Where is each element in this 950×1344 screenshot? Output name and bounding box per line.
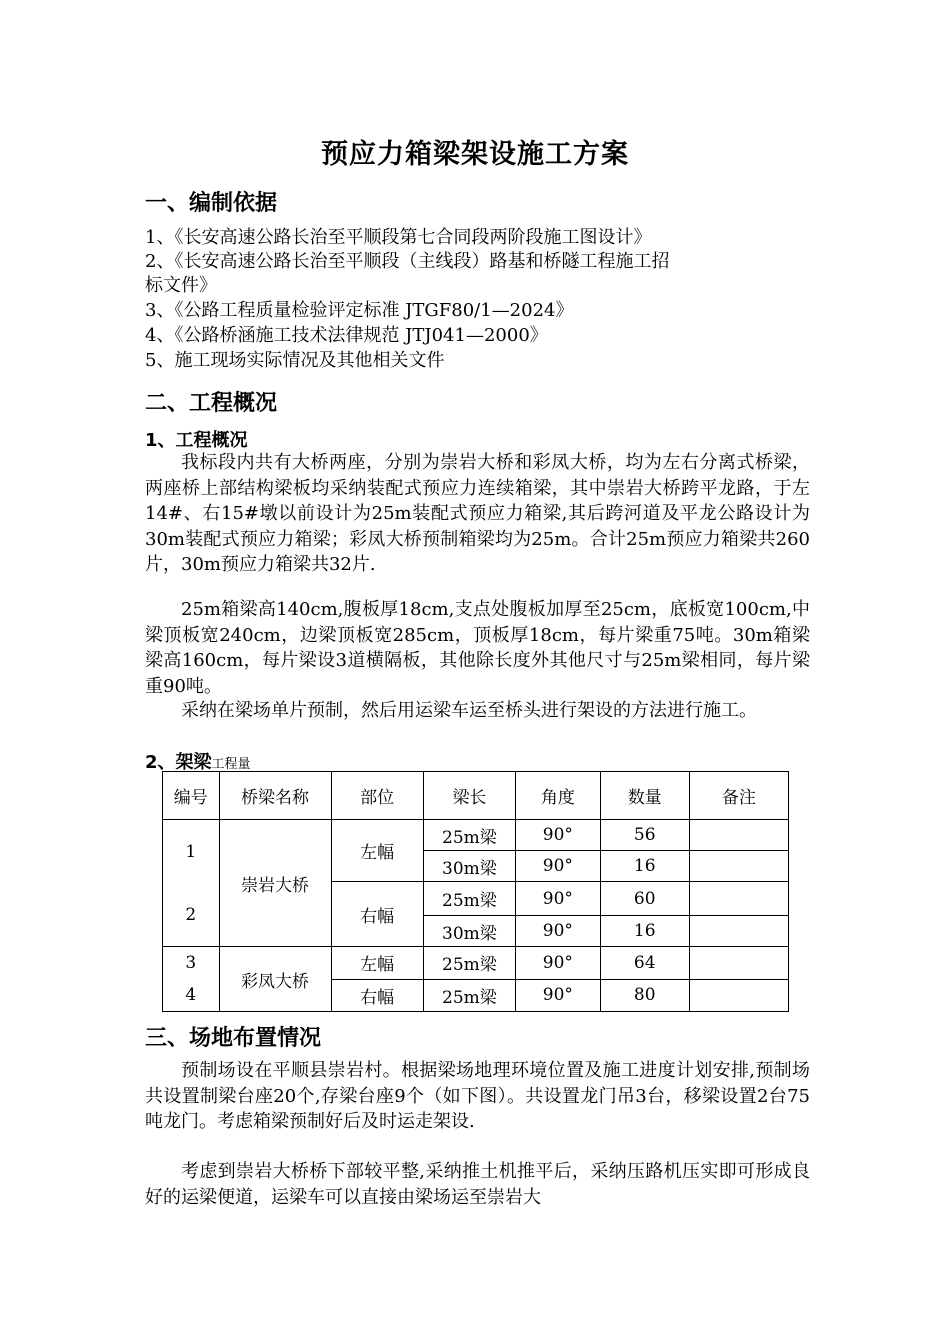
- basis-item: 4、《公路桥涵施工技术法律规范 JTJ041—2000》: [145, 325, 548, 346]
- document-title: 预应力箱梁架设施工方案: [321, 139, 629, 170]
- table-cell-bridge: 崇岩大桥: [219, 820, 331, 947]
- column-header: 部位: [331, 772, 423, 820]
- table-cell-side: 右幅: [331, 882, 423, 947]
- section1-heading: 一、编制依据: [145, 191, 278, 216]
- basis-item: 1、《长安高速公路长治至平顺段第七合同段两阶段施工图设计》: [145, 227, 652, 248]
- row-number: 4: [185, 985, 197, 1005]
- table-cell-qty: 56: [600, 820, 689, 851]
- table-cell-bridge: 彩凤大桥: [219, 947, 331, 1012]
- subsection-heading-suffix: 工程量: [211, 757, 251, 772]
- column-header: 角度: [516, 772, 600, 820]
- row-number: 1: [185, 841, 197, 862]
- basis-item: 2、《长安高速公路长治至平顺段（主线段）路基和桥隧工程施工招: [145, 251, 670, 272]
- table-row: [163, 947, 789, 980]
- site-paragraph: 预制场设在平顺县崇岩村。根据梁场地理环境位置及施工进度计划安排,预制场共设置制梁台座20个,存梁台座9个（如下图）。共设置龙门吊3台，移梁设置2台75吨龙门。考虑箱梁预制好后及时运走架设.: [145, 1060, 810, 1132]
- column-header: 备注: [689, 772, 788, 820]
- table-cell-angle: 90°: [516, 882, 600, 916]
- table-cell-angle: 90°: [516, 979, 600, 1012]
- subsection-heading-text: 2、架梁: [145, 752, 212, 773]
- table-cell-note: [689, 851, 788, 882]
- column-header: 梁长: [423, 772, 515, 820]
- table-cell-no: [163, 947, 220, 1012]
- table-cell-qty: 16: [600, 916, 689, 947]
- table-cell-no: [163, 820, 220, 947]
- table-cell-angle: 90°: [516, 851, 600, 882]
- table-cell-side: 左幅: [331, 947, 423, 980]
- basis-item: 5、施工现场实际情况及其他相关文件: [145, 350, 445, 371]
- quantity-table: [162, 771, 789, 1012]
- table-cell-qty: 60: [600, 882, 689, 916]
- table-row: [163, 820, 789, 851]
- table-cell-length: 25m梁: [423, 882, 515, 916]
- section2-heading: 二、工程概况: [145, 391, 278, 416]
- section3-heading: 三、场地布置情况: [145, 1026, 322, 1051]
- table-cell-qty: 80: [600, 979, 689, 1012]
- table-cell-note: [689, 820, 788, 851]
- table-cell-qty: 16: [600, 851, 689, 882]
- row-number: 2: [185, 904, 197, 925]
- table-cell-angle: 90°: [516, 820, 600, 851]
- overview-paragraph: 25m箱梁高140cm,腹板厚18cm,支点处腹板加厚至25cm，底板宽100cm,中梁顶板宽240cm，边梁顶板宽285cm，顶板厚18cm，每片梁重75吨。30m箱梁梁高160cm，每片梁设3道横隔板，其他除长度外其他尺寸与25m梁相同，每片梁重90吨。: [145, 599, 810, 697]
- column-header: 编号: [163, 772, 220, 820]
- table-cell-angle: 90°: [516, 916, 600, 947]
- row-number: 3: [185, 953, 197, 973]
- table-cell-side: 右幅: [331, 979, 423, 1012]
- table-cell-qty: 64: [600, 947, 689, 980]
- table-cell-length: 30m梁: [423, 851, 515, 882]
- table-cell-length: 25m梁: [423, 947, 515, 980]
- table-cell-note: [689, 979, 788, 1012]
- table-cell-note: [689, 882, 788, 916]
- site-paragraph: 考虑到崇岩大桥桥下部较平整,采纳推土机推平后，采纳压路机压实即可形成良好的运梁便道，运梁车可以直接由梁场运至崇岩大: [145, 1161, 810, 1208]
- table-cell-angle: 90°: [516, 947, 600, 980]
- table-cell-length: 30m梁: [423, 916, 515, 947]
- table-cell-side: 左幅: [331, 820, 423, 882]
- overview-paragraph: 采纳在梁场单片预制，然后用运梁车运至桥头进行架设的方法进行施工。: [181, 700, 757, 721]
- table-cell-note: [689, 947, 788, 980]
- table-header-row: [163, 772, 789, 820]
- table-cell-note: [689, 916, 788, 947]
- table-cell-length: 25m梁: [423, 979, 515, 1012]
- column-header: 桥梁名称: [219, 772, 331, 820]
- table-cell-length: 25m梁: [423, 820, 515, 851]
- subsection-heading: 1、工程概况: [145, 430, 248, 451]
- basis-item: 标文件》: [145, 275, 217, 296]
- column-header: 数量: [600, 772, 689, 820]
- basis-item: 3、《公路工程质量检验评定标准 JTGF80/1—2024》: [145, 300, 574, 321]
- overview-paragraph: 我标段内共有大桥两座，分别为崇岩大桥和彩凤大桥，均为左右分离式桥梁，两座桥上部结构梁板均采纳装配式预应力连续箱梁，其中崇岩大桥跨平龙路，于左14#、右15#墩以前设计为25m装配式预应力箱梁,其后跨河道及平龙公路设计为30m装配式预应力箱梁；彩凤大桥预制箱梁均为25m。合计25m预应力箱梁共260片，30m预应力箱梁共32片.: [145, 452, 810, 575]
